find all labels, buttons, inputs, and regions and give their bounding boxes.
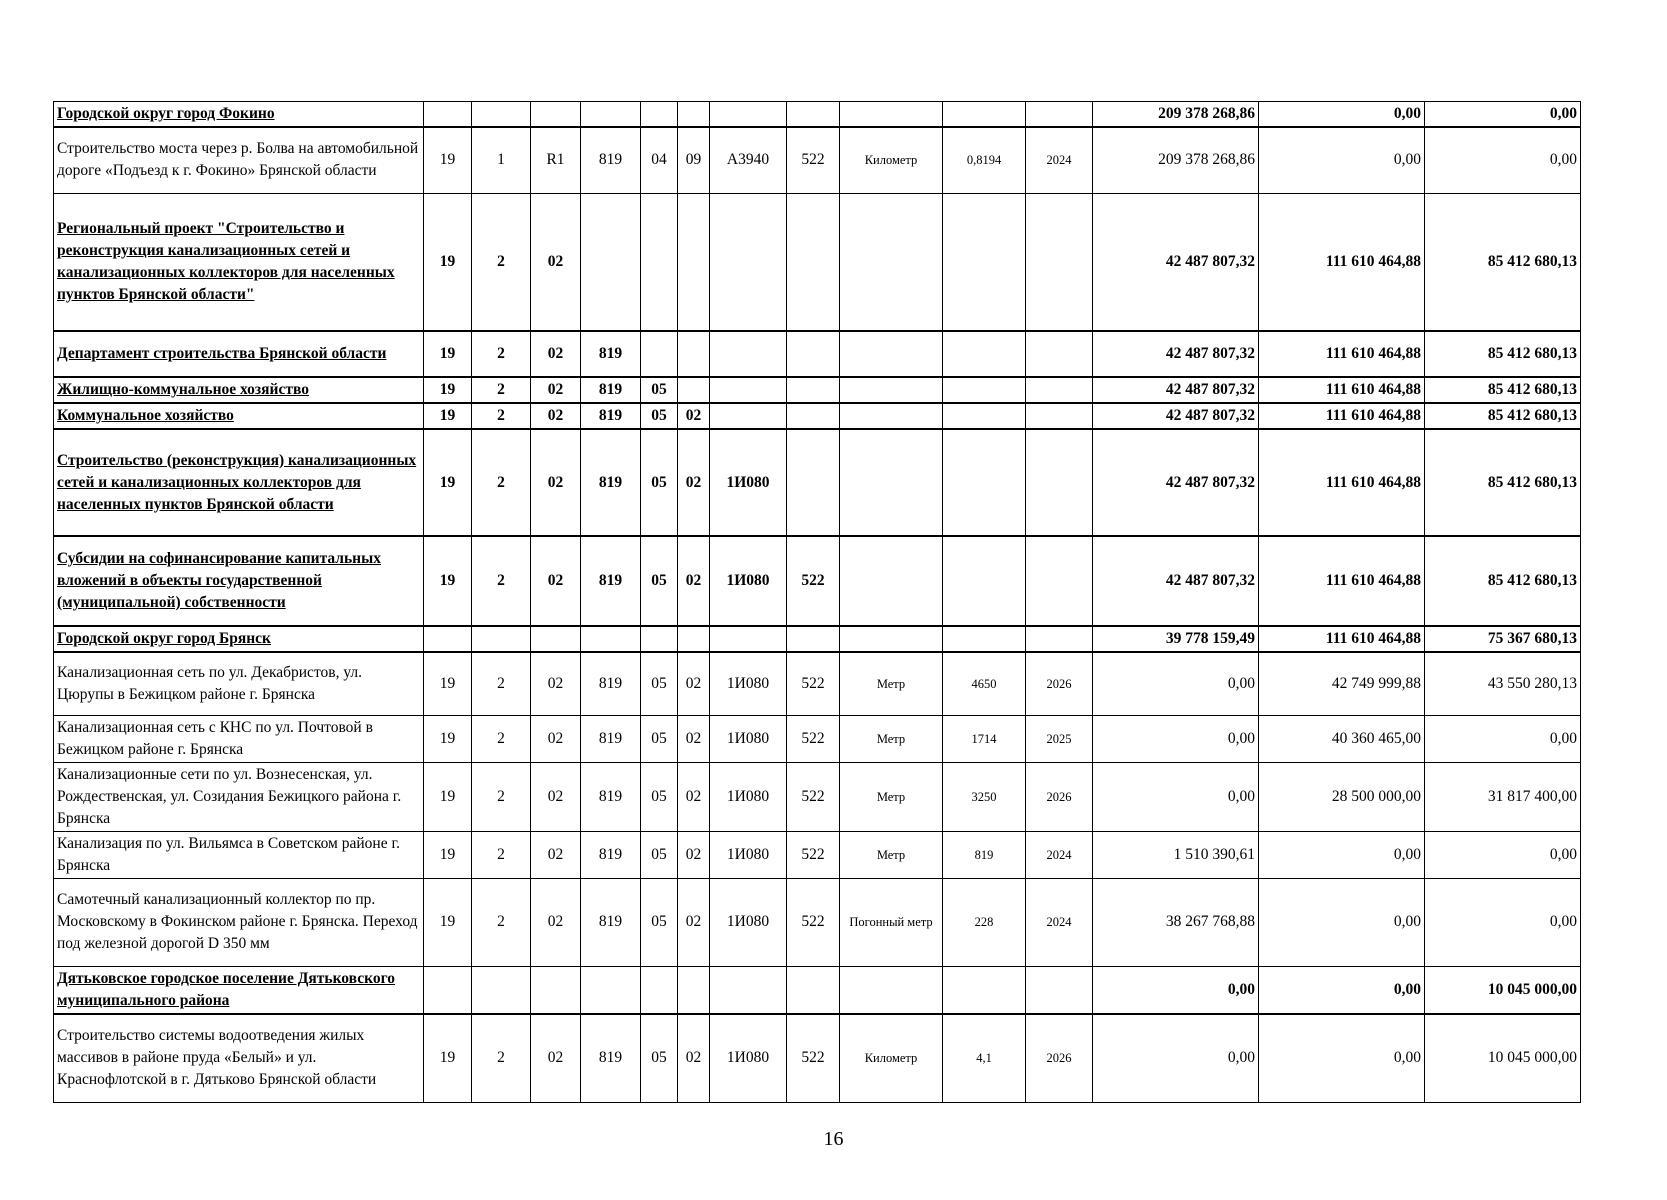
cell-amount-1: 0,00 [1093, 652, 1259, 715]
cell-quantity [943, 331, 1026, 377]
cell-code-2: 2 [472, 715, 531, 762]
table-row [54, 536, 1581, 626]
cell-code-5: 05 [641, 536, 678, 626]
cell-code-4: 819 [581, 127, 641, 193]
cell-code-6: 02 [678, 1014, 710, 1103]
cell-amount-3: 0,00 [1425, 831, 1581, 878]
cell-code-1: 19 [424, 831, 472, 878]
cell-amount-3: 31 817 400,00 [1425, 762, 1581, 831]
cell-amount-2: 111 610 464,88 [1259, 193, 1425, 331]
cell-quantity [943, 626, 1026, 652]
cell-code-5: 05 [641, 1014, 678, 1103]
cell-code-3: 02 [531, 377, 581, 403]
cell-quantity: 1714 [943, 715, 1026, 762]
cell-code-7: 1И080 [710, 715, 787, 762]
cell-code-7: А3940 [710, 127, 787, 193]
cell-name: Строительство (реконструкция) канализационных сетей и канализационных коллекторов для населенных пунктов Брянской области [54, 429, 424, 536]
cell-amount-2: 111 610 464,88 [1259, 331, 1425, 377]
cell-code-8 [787, 403, 840, 429]
cell-year [1026, 193, 1093, 331]
cell-amount-2: 111 610 464,88 [1259, 403, 1425, 429]
cell-code-2 [472, 626, 531, 652]
cell-name: Канализационные сети по ул. Вознесенская, ул. Рождественская, ул. Созидания Бежицкого района г. Брянска [54, 762, 424, 831]
cell-code-6: 02 [678, 715, 710, 762]
cell-code-7 [710, 102, 787, 128]
cell-code-7: 1И080 [710, 652, 787, 715]
cell-amount-2: 40 360 465,00 [1259, 715, 1425, 762]
cell-code-1: 19 [424, 429, 472, 536]
cell-code-1 [424, 626, 472, 652]
cell-code-8 [787, 377, 840, 403]
table-row [54, 715, 1581, 762]
cell-code-6 [678, 966, 710, 1014]
cell-amount-2: 0,00 [1259, 127, 1425, 193]
cell-amount-2: 28 500 000,00 [1259, 762, 1425, 831]
cell-name: Жилищно-коммунальное хозяйство [54, 377, 424, 403]
cell-year: 2024 [1026, 878, 1093, 966]
table-row [54, 831, 1581, 878]
cell-unit [840, 536, 943, 626]
cell-name: Дятьковское городское поселение Дятьковского муниципального района [54, 966, 424, 1014]
table-row [54, 626, 1581, 652]
cell-code-8 [787, 626, 840, 652]
cell-quantity: 4,1 [943, 1014, 1026, 1103]
cell-code-7 [710, 193, 787, 331]
cell-year [1026, 626, 1093, 652]
cell-code-8: 522 [787, 831, 840, 878]
cell-quantity [943, 377, 1026, 403]
cell-quantity [943, 966, 1026, 1014]
cell-code-1: 19 [424, 715, 472, 762]
cell-code-5 [641, 626, 678, 652]
cell-code-7: 1И080 [710, 1014, 787, 1103]
cell-name: Региональный проект "Строительство и реконструкция канализационных сетей и канализационных коллекторов для населенных пунктов Брянской области" [54, 193, 424, 331]
cell-quantity: 4650 [943, 652, 1026, 715]
cell-unit [840, 331, 943, 377]
cell-unit: Метр [840, 715, 943, 762]
cell-code-4: 819 [581, 715, 641, 762]
table-row [54, 966, 1581, 1014]
cell-unit [840, 377, 943, 403]
cell-quantity [943, 536, 1026, 626]
cell-amount-1: 0,00 [1093, 715, 1259, 762]
cell-code-6: 02 [678, 878, 710, 966]
cell-name: Департамент строительства Брянской области [54, 331, 424, 377]
cell-name: Канализационная сеть по ул. Декабристов, ул. Цюрупы в Бежицком районе г. Брянска [54, 652, 424, 715]
cell-code-6: 02 [678, 429, 710, 536]
cell-amount-2: 0,00 [1259, 102, 1425, 128]
cell-code-6 [678, 193, 710, 331]
cell-code-4: 819 [581, 403, 641, 429]
table-row [54, 102, 1581, 128]
table-row [54, 652, 1581, 715]
cell-code-5: 05 [641, 878, 678, 966]
table-row [54, 127, 1581, 193]
cell-code-8: 522 [787, 1014, 840, 1103]
cell-code-3: 02 [531, 429, 581, 536]
cell-year: 2024 [1026, 831, 1093, 878]
cell-code-4: 819 [581, 331, 641, 377]
cell-code-8 [787, 331, 840, 377]
cell-amount-3: 10 045 000,00 [1425, 1014, 1581, 1103]
cell-name: Строительство моста через р. Болва на автомобильной дороге «Подъезд к г. Фокино» Брянской области [54, 127, 424, 193]
cell-code-7: 1И080 [710, 429, 787, 536]
cell-code-5 [641, 193, 678, 331]
cell-code-3: 02 [531, 762, 581, 831]
cell-amount-3: 85 412 680,13 [1425, 429, 1581, 536]
cell-amount-2: 42 749 999,88 [1259, 652, 1425, 715]
cell-amount-2: 111 610 464,88 [1259, 536, 1425, 626]
cell-code-1: 19 [424, 536, 472, 626]
cell-code-8: 522 [787, 762, 840, 831]
cell-code-5 [641, 331, 678, 377]
cell-name: Строительство системы водоотведения жилых массивов в районе пруда «Белый» и ул. Краснофлотской в г. Дятьково Брянской области [54, 1014, 424, 1103]
cell-code-8: 522 [787, 536, 840, 626]
cell-code-5: 04 [641, 127, 678, 193]
cell-code-1: 19 [424, 1014, 472, 1103]
cell-amount-2: 111 610 464,88 [1259, 377, 1425, 403]
cell-unit: Метр [840, 762, 943, 831]
cell-code-1 [424, 966, 472, 1014]
cell-code-8 [787, 429, 840, 536]
cell-code-4: 819 [581, 831, 641, 878]
cell-code-4: 819 [581, 536, 641, 626]
cell-amount-3: 85 412 680,13 [1425, 403, 1581, 429]
cell-amount-1: 0,00 [1093, 966, 1259, 1014]
cell-code-5: 05 [641, 762, 678, 831]
cell-amount-1: 42 487 807,32 [1093, 331, 1259, 377]
cell-code-3: 02 [531, 403, 581, 429]
cell-code-6: 02 [678, 536, 710, 626]
cell-code-1: 19 [424, 127, 472, 193]
cell-code-7 [710, 626, 787, 652]
cell-code-7: 1И080 [710, 762, 787, 831]
cell-code-5: 05 [641, 429, 678, 536]
cell-code-6: 02 [678, 831, 710, 878]
cell-code-6: 02 [678, 403, 710, 429]
cell-code-4: 819 [581, 878, 641, 966]
cell-code-8 [787, 193, 840, 331]
cell-code-6: 02 [678, 652, 710, 715]
cell-code-6 [678, 331, 710, 377]
cell-name: Самотечный канализационный коллектор по пр. Московскому в Фокинском районе г. Брянска. Переход под железной дорогой D 350 мм [54, 878, 424, 966]
cell-amount-3: 85 412 680,13 [1425, 377, 1581, 403]
cell-year: 2026 [1026, 762, 1093, 831]
cell-amount-1: 42 487 807,32 [1093, 377, 1259, 403]
cell-amount-3: 0,00 [1425, 127, 1581, 193]
cell-code-8: 522 [787, 878, 840, 966]
cell-code-6: 09 [678, 127, 710, 193]
cell-amount-1: 0,00 [1093, 1014, 1259, 1103]
cell-code-3: 02 [531, 831, 581, 878]
cell-code-8: 522 [787, 715, 840, 762]
cell-code-2: 2 [472, 403, 531, 429]
cell-unit [840, 193, 943, 331]
cell-code-7: 1И080 [710, 831, 787, 878]
cell-code-2: 1 [472, 127, 531, 193]
cell-code-7 [710, 377, 787, 403]
cell-code-3 [531, 626, 581, 652]
cell-year: 2025 [1026, 715, 1093, 762]
table-row [54, 193, 1581, 331]
cell-code-4: 819 [581, 1014, 641, 1103]
cell-code-3: 02 [531, 536, 581, 626]
cell-code-7 [710, 966, 787, 1014]
cell-code-4: 819 [581, 377, 641, 403]
cell-amount-1: 42 487 807,32 [1093, 429, 1259, 536]
cell-amount-2: 0,00 [1259, 966, 1425, 1014]
cell-amount-1: 38 267 768,88 [1093, 878, 1259, 966]
cell-quantity: 228 [943, 878, 1026, 966]
cell-quantity: 3250 [943, 762, 1026, 831]
cell-code-8 [787, 102, 840, 128]
cell-code-7 [710, 331, 787, 377]
cell-code-8: 522 [787, 127, 840, 193]
cell-code-3: R1 [531, 127, 581, 193]
cell-year [1026, 377, 1093, 403]
cell-amount-1: 42 487 807,32 [1093, 536, 1259, 626]
cell-year [1026, 331, 1093, 377]
cell-code-4 [581, 102, 641, 128]
cell-code-2 [472, 966, 531, 1014]
cell-code-2: 2 [472, 193, 531, 331]
cell-unit: Километр [840, 127, 943, 193]
cell-code-3: 02 [531, 193, 581, 331]
cell-amount-3: 0,00 [1425, 878, 1581, 966]
cell-unit [840, 966, 943, 1014]
cell-amount-1: 42 487 807,32 [1093, 193, 1259, 331]
cell-amount-2: 0,00 [1259, 831, 1425, 878]
cell-code-1: 19 [424, 762, 472, 831]
cell-code-8: 522 [787, 652, 840, 715]
cell-unit [840, 626, 943, 652]
cell-amount-2: 111 610 464,88 [1259, 429, 1425, 536]
cell-amount-2: 111 610 464,88 [1259, 626, 1425, 652]
cell-unit: Погонный метр [840, 878, 943, 966]
cell-code-3: 02 [531, 715, 581, 762]
cell-code-8 [787, 966, 840, 1014]
table-row [54, 1014, 1581, 1103]
cell-amount-3: 43 550 280,13 [1425, 652, 1581, 715]
cell-code-2: 2 [472, 377, 531, 403]
cell-quantity [943, 193, 1026, 331]
table-row [54, 429, 1581, 536]
cell-code-6 [678, 102, 710, 128]
cell-amount-1: 1 510 390,61 [1093, 831, 1259, 878]
cell-code-3 [531, 102, 581, 128]
cell-amount-3: 85 412 680,13 [1425, 331, 1581, 377]
cell-unit: Метр [840, 831, 943, 878]
cell-amount-2: 0,00 [1259, 1014, 1425, 1103]
cell-year [1026, 966, 1093, 1014]
cell-code-4: 819 [581, 652, 641, 715]
cell-name: Канализационная сеть с КНС по ул. Почтовой в Бежицком районе г. Брянска [54, 715, 424, 762]
cell-amount-3: 85 412 680,13 [1425, 536, 1581, 626]
cell-quantity: 819 [943, 831, 1026, 878]
cell-code-2: 2 [472, 429, 531, 536]
cell-code-1: 19 [424, 403, 472, 429]
cell-amount-1: 39 778 159,49 [1093, 626, 1259, 652]
cell-code-5 [641, 102, 678, 128]
cell-quantity [943, 102, 1026, 128]
cell-code-1 [424, 102, 472, 128]
cell-amount-3: 85 412 680,13 [1425, 193, 1581, 331]
cell-name: Канализация по ул. Вильямса в Советском районе г. Брянска [54, 831, 424, 878]
budget-table [53, 101, 1581, 1103]
cell-unit: Километр [840, 1014, 943, 1103]
cell-code-2: 2 [472, 831, 531, 878]
cell-code-4: 819 [581, 429, 641, 536]
cell-quantity [943, 403, 1026, 429]
cell-code-3: 02 [531, 1014, 581, 1103]
cell-year: 2026 [1026, 1014, 1093, 1103]
cell-code-5: 05 [641, 715, 678, 762]
cell-code-5: 05 [641, 403, 678, 429]
cell-amount-3: 75 367 680,13 [1425, 626, 1581, 652]
cell-code-3: 02 [531, 652, 581, 715]
cell-code-4 [581, 193, 641, 331]
cell-code-2: 2 [472, 1014, 531, 1103]
cell-code-7: 1И080 [710, 536, 787, 626]
cell-code-6: 02 [678, 762, 710, 831]
cell-amount-1: 209 378 268,86 [1093, 102, 1259, 128]
cell-code-7: 1И080 [710, 878, 787, 966]
cell-code-1: 19 [424, 652, 472, 715]
cell-unit [840, 102, 943, 128]
cell-amount-1: 0,00 [1093, 762, 1259, 831]
cell-code-1: 19 [424, 193, 472, 331]
cell-code-4 [581, 626, 641, 652]
cell-code-3: 02 [531, 878, 581, 966]
cell-amount-1: 42 487 807,32 [1093, 403, 1259, 429]
cell-amount-1: 209 378 268,86 [1093, 127, 1259, 193]
cell-code-2 [472, 102, 531, 128]
table-row [54, 331, 1581, 377]
cell-unit [840, 403, 943, 429]
cell-amount-3: 0,00 [1425, 715, 1581, 762]
cell-code-4 [581, 966, 641, 1014]
table-row [54, 762, 1581, 831]
cell-code-1: 19 [424, 377, 472, 403]
cell-year [1026, 102, 1093, 128]
cell-quantity: 0,8194 [943, 127, 1026, 193]
cell-name: Субсидии на софинансирование капитальных вложений в объекты государственной (муниципальной) собственности [54, 536, 424, 626]
cell-year: 2024 [1026, 127, 1093, 193]
cell-unit: Метр [840, 652, 943, 715]
cell-name: Городской округ город Фокино [54, 102, 424, 128]
cell-code-6 [678, 377, 710, 403]
cell-year: 2026 [1026, 652, 1093, 715]
table-row [54, 878, 1581, 966]
cell-code-2: 2 [472, 536, 531, 626]
cell-quantity [943, 429, 1026, 536]
cell-code-3: 02 [531, 331, 581, 377]
cell-code-2: 2 [472, 878, 531, 966]
cell-amount-2: 0,00 [1259, 878, 1425, 966]
cell-code-6 [678, 626, 710, 652]
cell-unit [840, 429, 943, 536]
cell-code-5: 05 [641, 831, 678, 878]
cell-name: Коммунальное хозяйство [54, 403, 424, 429]
cell-code-5: 05 [641, 377, 678, 403]
cell-code-1: 19 [424, 878, 472, 966]
cell-amount-3: 10 045 000,00 [1425, 966, 1581, 1014]
cell-code-7 [710, 403, 787, 429]
cell-year [1026, 403, 1093, 429]
cell-code-1: 19 [424, 331, 472, 377]
table-row [54, 377, 1581, 403]
cell-code-4: 819 [581, 762, 641, 831]
cell-code-5 [641, 966, 678, 1014]
page-number: 16 [823, 1128, 844, 1150]
cell-year [1026, 429, 1093, 536]
cell-code-5: 05 [641, 652, 678, 715]
cell-amount-3: 0,00 [1425, 102, 1581, 128]
cell-code-2: 2 [472, 762, 531, 831]
cell-name: Городской округ город Брянск [54, 626, 424, 652]
cell-code-3 [531, 966, 581, 1014]
cell-year [1026, 536, 1093, 626]
table-row [54, 403, 1581, 429]
cell-code-2: 2 [472, 652, 531, 715]
cell-code-2: 2 [472, 331, 531, 377]
